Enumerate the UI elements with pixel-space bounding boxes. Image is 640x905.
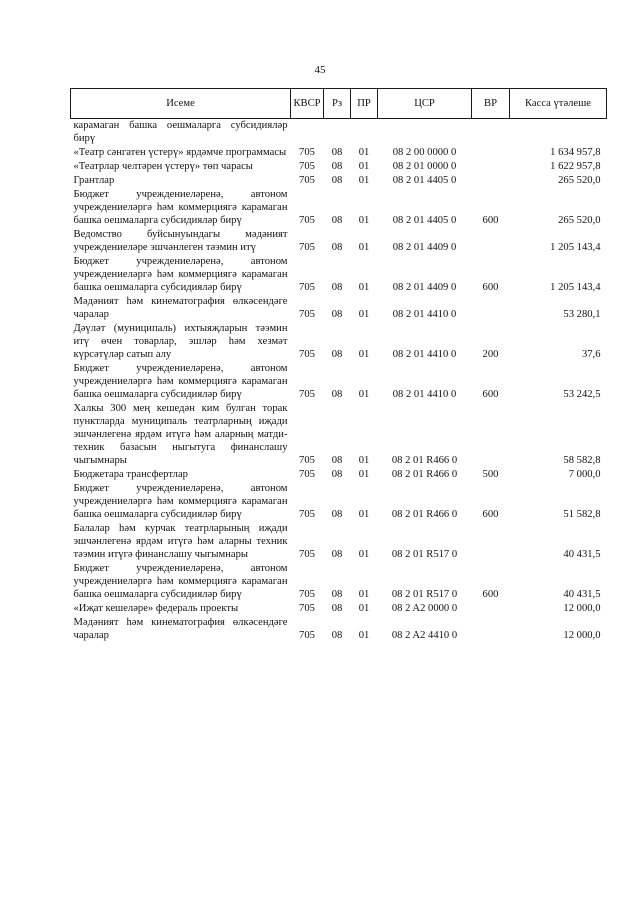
cell-kassa: 12 000,0 [563, 630, 601, 641]
cell-name: Дәүләт (муниципаль) ихтыяҗларын тәэмин итү өчен товарлар, эшләр һәм хезмәт күрсәтүләр сатып алу [73, 323, 288, 360]
cell-kvsr: 705 [299, 309, 315, 320]
cell-name: «Театрлар челтәрен үстерү» төп чарасы [73, 161, 253, 172]
cell-csr: 08 2 01 4410 0 [392, 309, 457, 320]
header-vr: ВР [472, 89, 510, 119]
cell-rz: 08 [331, 389, 343, 400]
cell-name: Мәдәният һәм кинематография өлкәсендәге чаралар [73, 617, 288, 641]
cell-csr: 08 2 01 4409 0 [392, 282, 457, 293]
cell-rz: 08 [331, 630, 343, 641]
cell-rz: 08 [331, 589, 343, 600]
cell-pr: 01 [358, 630, 370, 641]
table-header [71, 89, 607, 119]
cell-kassa: 40 431,5 [563, 589, 601, 600]
cell-pr: 01 [358, 175, 370, 186]
cell-name: Бюджет учреждениеләренә, автоном учреждениеләргә һәм коммерциягә карамаган башка оешмаларга субсидияләр бирү [73, 256, 288, 293]
page-number: 45 [314, 64, 326, 76]
table-row [71, 362, 607, 402]
cell-kvsr: 705 [299, 630, 315, 641]
cell-name: Халкы 300 мең кешедән ким булган торак пунктларда муниципаль театрларның иҗади эшчәнлегенә ярдәм итүгә һәм аларның матди-техник базасын ныгытуга финанслашу чыгымнары [73, 403, 288, 466]
cell-vr: 600 [482, 282, 499, 293]
cell-kassa: 58 582,8 [563, 455, 601, 466]
table-row [71, 255, 607, 295]
budget-table [70, 88, 607, 643]
cell-kvsr: 705 [299, 389, 315, 400]
cell-pr: 01 [358, 349, 370, 360]
cell-kassa: 265 520,0 [558, 215, 601, 226]
cell-name: «Театр сәнгатен үстерү» ярдәмче программасы [73, 147, 287, 158]
table-row [71, 119, 607, 147]
cell-kassa: 12 000,0 [563, 603, 601, 614]
cell-kvsr: 705 [299, 282, 315, 293]
cell-pr: 01 [358, 147, 370, 158]
table-row [71, 482, 607, 522]
cell-kvsr [291, 119, 324, 147]
cell-kvsr: 705 [299, 549, 315, 560]
cell-rz: 08 [331, 242, 343, 253]
cell-pr: 01 [358, 469, 370, 480]
cell-kassa: 265 520,0 [558, 175, 601, 186]
cell-vr: 200 [482, 349, 499, 360]
cell-kassa: 37,6 [581, 349, 601, 360]
cell-csr: 08 2 01 R466 0 [391, 455, 458, 466]
header-rz: Рз [324, 89, 351, 119]
cell-rz: 08 [331, 469, 343, 480]
cell-rz: 08 [331, 349, 343, 360]
cell-name: Бюджет учреждениеләренә, автоном учреждениеләргә һәм коммерциягә карамаган башка оешмаларга субсидияләр бирү [73, 363, 288, 400]
cell-kvsr: 705 [299, 242, 315, 253]
cell-csr: 08 2 01 R517 0 [391, 549, 458, 560]
cell-kvsr: 705 [299, 161, 315, 172]
table-row [71, 402, 607, 468]
cell-csr: 08 2 A2 4410 0 [391, 630, 458, 641]
table-row [71, 295, 607, 322]
cell-vr [472, 402, 510, 468]
cell-pr: 01 [358, 161, 370, 172]
cell-name: Балалар һәм курчак театрларының иҗади эшчәнлегенә ярдәм итүгә һәм аларны техник тәэмин итүгә финанслашу чыгымнары [73, 523, 288, 560]
cell-kvsr: 705 [299, 603, 315, 614]
cell-rz: 08 [331, 161, 343, 172]
cell-rz: 08 [331, 549, 343, 560]
cell-kassa: 53 242,5 [563, 389, 601, 400]
cell-kassa [510, 119, 607, 147]
cell-csr: 08 2 01 4410 0 [392, 389, 457, 400]
table-row [71, 160, 607, 174]
cell-kassa: 1 634 957,8 [550, 147, 601, 158]
cell-vr: 600 [482, 215, 499, 226]
cell-name: Мәдәният һәм кинематография өлкәсендәге чаралар [73, 296, 288, 320]
cell-pr: 01 [358, 455, 370, 466]
cell-csr: 08 2 01 R517 0 [391, 589, 458, 600]
cell-name: Ведомство буйсынуындагы мәдәният учреждениеләре эшчәнлеген тәэмин итү [73, 229, 288, 253]
cell-csr: 08 2 00 0000 0 [392, 147, 457, 158]
cell-csr: 08 2 01 R466 0 [391, 469, 458, 480]
cell-vr [472, 228, 510, 255]
table-row [71, 562, 607, 602]
cell-vr: 600 [482, 589, 499, 600]
header-pr: ПР [351, 89, 378, 119]
cell-pr: 01 [358, 389, 370, 400]
cell-vr [472, 522, 510, 562]
table-body [71, 119, 607, 644]
cell-kvsr: 705 [299, 215, 315, 226]
cell-csr: 08 2 01 4405 0 [392, 175, 457, 186]
cell-vr: 600 [482, 389, 499, 400]
cell-rz: 08 [331, 215, 343, 226]
cell-pr: 01 [358, 309, 370, 320]
cell-pr: 01 [358, 589, 370, 600]
cell-rz: 08 [331, 509, 343, 520]
header-kassa: Касса үтәлеше [510, 89, 607, 119]
cell-kassa: 7 000,0 [568, 469, 601, 480]
table-row [71, 522, 607, 562]
table-row [71, 228, 607, 255]
cell-pr: 01 [358, 509, 370, 520]
cell-name: Грантлар [73, 175, 115, 186]
cell-pr: 01 [358, 549, 370, 560]
cell-kvsr: 705 [299, 175, 315, 186]
cell-csr: 08 2 A2 0000 0 [391, 603, 458, 614]
cell-rz: 08 [331, 282, 343, 293]
cell-vr [472, 602, 510, 616]
cell-name: карамаган башка оешмаларга субсидияләр бирү [73, 120, 288, 144]
cell-kassa: 1 622 957,8 [550, 161, 601, 172]
cell-pr: 01 [358, 603, 370, 614]
cell-name: Бюджет учреждениеләренә, автоном учреждениеләргә һәм коммерциягә карамаган башка оешмаларга субсидияләр бирү [73, 483, 288, 520]
cell-csr [378, 119, 472, 147]
cell-name: «Иҗат кешеләре» федераль проекты [73, 603, 239, 614]
cell-csr: 08 2 01 4409 0 [392, 242, 457, 253]
cell-pr: 01 [358, 242, 370, 253]
header-name: Исеме [71, 89, 291, 119]
cell-kassa: 1 205 143,4 [550, 242, 601, 253]
cell-kvsr: 705 [299, 469, 315, 480]
table-row [71, 174, 607, 188]
cell-kassa: 51 582,8 [563, 509, 601, 520]
cell-kvsr: 705 [299, 455, 315, 466]
cell-vr [472, 160, 510, 174]
cell-vr: 600 [482, 509, 499, 520]
cell-name: Бюджет учреждениеләренә, автоном учреждениеләргә һәм коммерциягә карамаган башка оешмаларга субсидияләр бирү [73, 189, 288, 226]
cell-kassa: 1 205 143,4 [550, 282, 601, 293]
cell-kvsr: 705 [299, 349, 315, 360]
cell-kassa: 53 280,1 [563, 309, 601, 320]
cell-rz: 08 [331, 147, 343, 158]
cell-vr [472, 174, 510, 188]
cell-pr: 01 [358, 282, 370, 293]
table-row [71, 616, 607, 643]
cell-csr: 08 2 01 4410 0 [392, 349, 457, 360]
cell-csr: 08 2 01 4405 0 [392, 215, 457, 226]
cell-pr [351, 119, 378, 147]
cell-pr: 01 [358, 215, 370, 226]
cell-csr: 08 2 01 R466 0 [391, 509, 458, 520]
cell-rz: 08 [331, 175, 343, 186]
cell-kvsr: 705 [299, 509, 315, 520]
cell-kvsr: 705 [299, 589, 315, 600]
cell-kvsr: 705 [299, 147, 315, 158]
cell-kassa: 40 431,5 [563, 549, 601, 560]
table-row [71, 188, 607, 228]
table-row [71, 322, 607, 362]
header-kvsr: КВСР [291, 89, 324, 119]
table-row [71, 468, 607, 482]
cell-vr [472, 146, 510, 160]
cell-rz: 08 [331, 603, 343, 614]
cell-rz: 08 [331, 309, 343, 320]
table-row [71, 146, 607, 160]
cell-vr [472, 616, 510, 643]
cell-name: Бюджет учреждениеләренә, автоном учреждениеләргә һәм коммерциягә карамаган башка оешмаларга субсидияләр бирү [73, 563, 288, 600]
cell-csr: 08 2 01 0000 0 [392, 161, 457, 172]
cell-rz [324, 119, 351, 147]
cell-vr [472, 119, 510, 147]
header-csr: ЦСР [378, 89, 472, 119]
table-row [71, 602, 607, 616]
cell-vr: 500 [482, 469, 499, 480]
cell-name: Бюджетара трансфертлар [73, 469, 188, 480]
cell-vr [472, 295, 510, 322]
cell-rz: 08 [331, 455, 343, 466]
